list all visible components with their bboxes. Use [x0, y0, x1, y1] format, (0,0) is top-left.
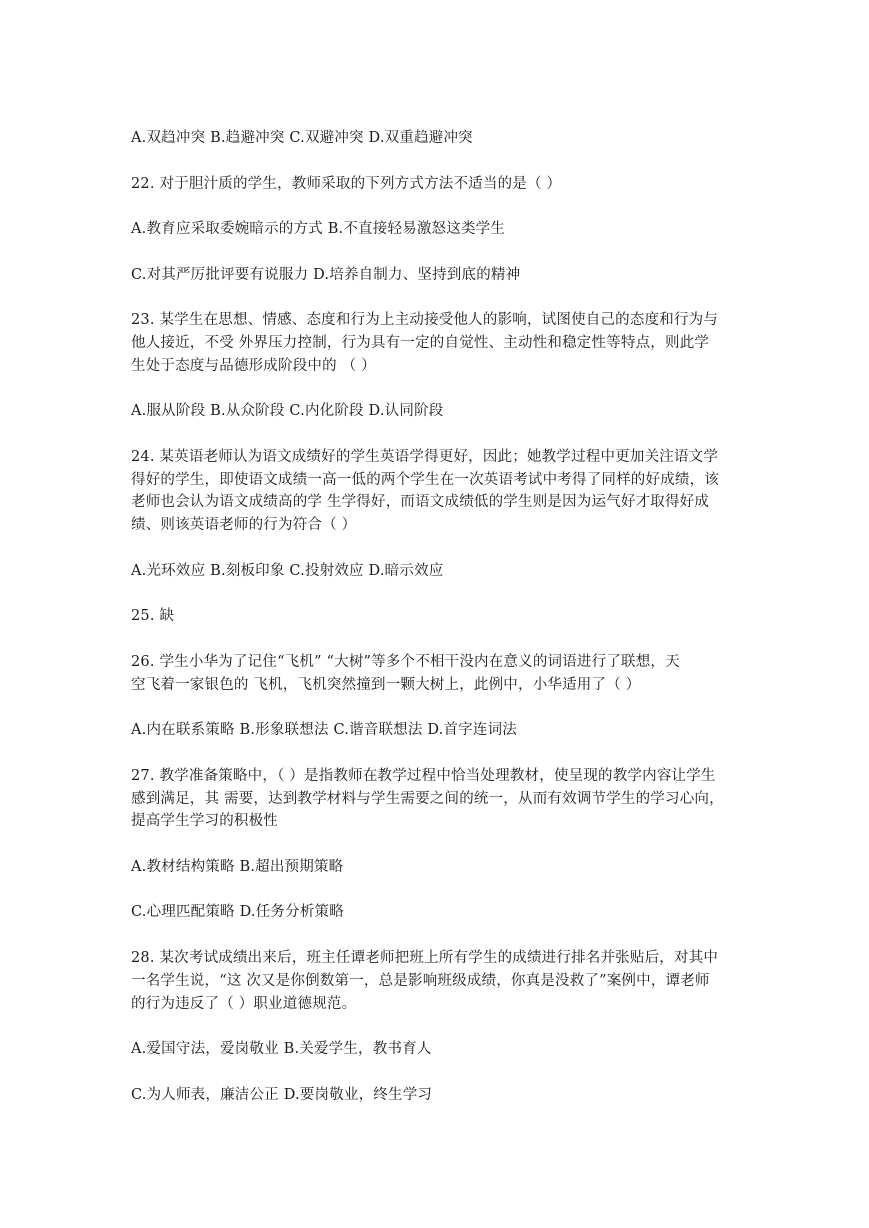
options-28a-line-1: A.爱国守法，爱岗敬业 B.关爱学生，教书育人: [131, 1041, 432, 1057]
question-23-line-3: 生处于态度与品德形成阶段中的 （ ）: [131, 358, 376, 374]
question-27-line-1: 27. 教学准备策略中，（ ）是指教师在教学过程中恰当处理教材，使呈现的教学内容让学生: [131, 768, 716, 784]
options-26-line-1: A.内在联系策略 B.形象联想法 C.谐音联想法 D.首字连词法: [131, 722, 517, 738]
question-22-line-1: 22. 对于胆汁质的学生，教师采取的下列方式方法不适当的是（ ）: [131, 176, 562, 192]
question-24-line-4: 绩、则该英语老师的行为符合（ ）: [131, 517, 357, 533]
question-27-line-2: 感到满足，其 需要，达到教学材料与学生需要之间的统一，从而有效调节学生的学习心向，: [131, 791, 724, 807]
options-28b-line-1: C.为人师表，廉洁公正 D.要岗敬业，终生学习: [131, 1087, 433, 1103]
options-23-line-1: A.服从阶段 B.从众阶段 C.内化阶段 D.认同阶段: [131, 403, 444, 419]
question-23-line-2: 他人接近，不受 外界压力控制，行为具有一定的自觉性、主动性和稳定性等特点，则此学: [131, 335, 710, 351]
question-26-line-2: 空飞着一家银色的 飞机，飞机突然撞到一颗大树上，此例中，小华适用了（ ）: [131, 677, 641, 693]
options-22a-line-1: A.教育应采取委婉暗示的方式 B.不直接轻易激怒这类学生: [131, 221, 506, 237]
question-24-line-1: 24. 某英语老师认为语文成绩好的学生英语学得更好，因此；她教学过程中更加关注语文学: [131, 449, 719, 465]
question-28-line-1: 28. 某次考试成绩出来后，班主任谭老师把班上所有学生的成绩进行排名并张贴后，对其中: [131, 950, 719, 966]
question-24-line-2: 得好的学生，即使语文成绩一高一低的两个学生在一次英语考试中考得了同样的好成绩，该: [131, 472, 719, 488]
options-27a-line-1: A.教材结构策略 B.超出预期策略: [131, 859, 344, 875]
question-23-line-1: 23. 某学生在思想、情感、态度和行为上主动接受他人的影响，试图使自己的态度和行为与: [131, 312, 719, 328]
question-24-line-3: 老师也会认为语文成绩高的学 生学得好，而语文成绩低的学生则是因为运气好才取得好成: [131, 494, 710, 510]
question-28-line-2: 一名学生说，“这 次又是你倒数第一，总是影响班级成绩，你真是没救了”案例中，谭老师: [131, 973, 710, 989]
question-26-line-1: 26. 学生小华为了记住“飞机” “大树”等多个不相干没内在意义的词语进行了联想，天: [131, 654, 680, 670]
options-24-line-1: A.光环效应 B.刻板印象 C.投射效应 D.暗示效应: [131, 563, 444, 579]
options-21-line-1: A.双趋冲突 B.趋避冲突 C.双避冲突 D.双重趋避冲突: [131, 130, 473, 146]
question-25-line-1: 25. 缺: [131, 608, 175, 624]
options-22b-line-1: C.对其严厉批评要有说服力 D.培养自制力、坚持到底的精神: [131, 267, 521, 283]
question-27-line-3: 提高学生学习的积极性: [131, 813, 278, 829]
question-28-line-3: 的行为违反了（ ）职业道德规范。: [131, 996, 357, 1012]
options-27b-line-1: C.心理匹配策略 D.任务分析策略: [131, 904, 344, 920]
